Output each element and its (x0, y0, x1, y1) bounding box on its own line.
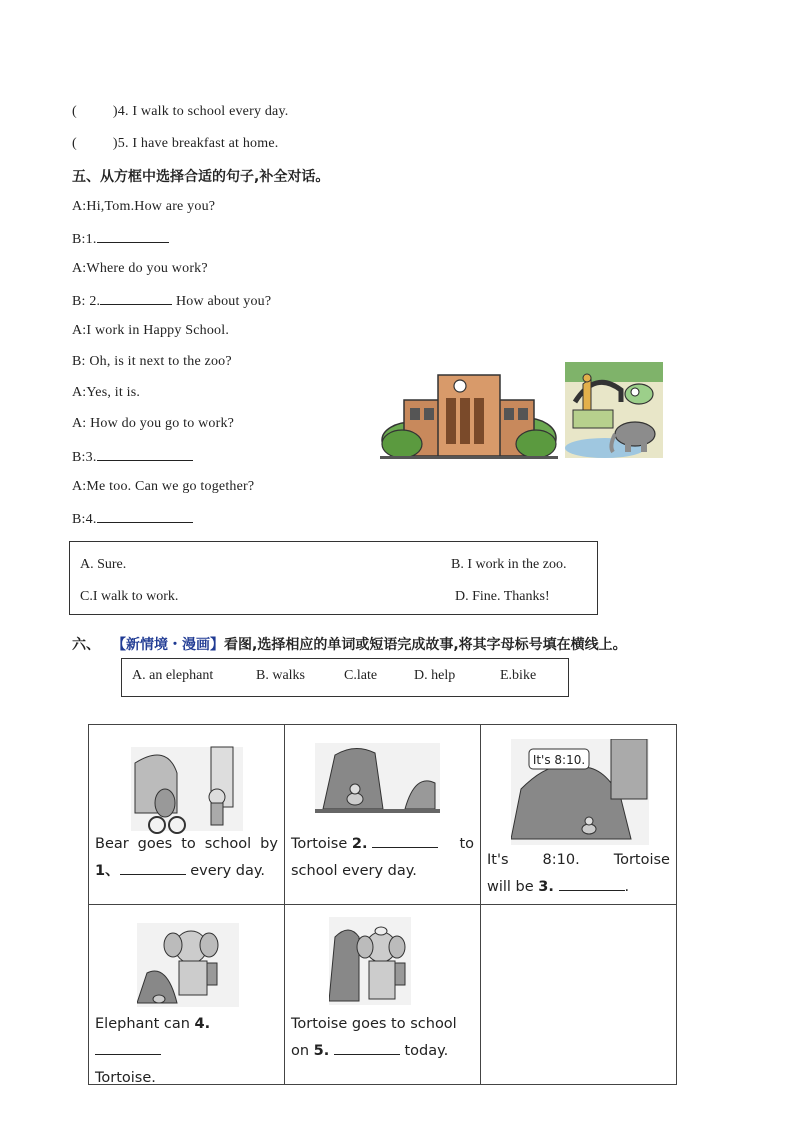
dialogue-line: A:Hi,Tom.How are you? (72, 199, 216, 214)
panel-5-caption: Tortoise goes to school on 5. today. (291, 1016, 457, 1059)
comic-blank-1[interactable] (120, 860, 186, 875)
word-option: D. help (414, 668, 456, 683)
tortoise-walking-picture (315, 743, 440, 813)
dialogue-line: A:Me too. Can we go together? (72, 479, 255, 494)
dialogue-line: A: How do you go to work? (72, 416, 235, 431)
comic-panel-empty (481, 905, 677, 1085)
dialogue-line: A:Where do you work? (72, 261, 208, 276)
dialogue-line: B:1. (72, 230, 169, 248)
comic-panel-5 (285, 905, 481, 1085)
comic-panel-1 (89, 725, 285, 905)
panel-2-caption: Tortoise 2. to school every day. (291, 831, 474, 885)
bear-on-bike-picture (127, 743, 247, 835)
comic-panel-4 (89, 905, 285, 1085)
dialogue-line: B: Oh, is it next to the zoo? (72, 354, 232, 369)
comic-blank-5[interactable] (334, 1040, 400, 1055)
comic-blank-3[interactable] (559, 876, 625, 891)
section-5-title: 五、从方框中选择合适的句子,补全对话。 (72, 169, 330, 185)
comic-blank-4[interactable] (95, 1040, 161, 1055)
question-4: ( )4. I walk to school every day. (72, 104, 289, 119)
word-option: E.bike (500, 668, 537, 683)
option-d: D. Fine. Thanks! (455, 589, 550, 604)
option-a: A. Sure. (80, 557, 127, 572)
panel-1-caption: Bear goes to school by 1、 every day. (95, 836, 278, 879)
dialogue-line: B:4. (72, 510, 193, 528)
panel-4-caption: Elephant can 4. Tortoise. (95, 1016, 211, 1086)
elephant-helps-tortoise-picture (137, 923, 239, 1007)
comic-panel-3 (481, 725, 677, 905)
option-b: B. I work in the zoo. (451, 557, 567, 572)
dialogue-line: B:3. (72, 448, 193, 466)
section-tag: 【新情境・漫画】 (112, 637, 224, 653)
answer-blank-2[interactable] (100, 292, 172, 305)
dialogue-line: A:Yes, it is. (72, 385, 141, 400)
question-5: ( )5. I have breakfast at home. (72, 136, 279, 151)
comic-blank-2[interactable] (372, 833, 438, 848)
answer-blank-1[interactable] (97, 230, 169, 243)
dialogue-line: B: 2. How about you? (72, 294, 272, 309)
comic-grid (88, 724, 677, 1085)
word-option: B. walks (256, 668, 305, 683)
comic-panel-2 (285, 725, 481, 905)
zoo-illustration (565, 362, 663, 458)
school-building-illustration (380, 372, 558, 460)
tortoise-on-elephant-picture (329, 917, 411, 1005)
options-box (69, 541, 598, 615)
option-c: C.I walk to work. (80, 589, 179, 604)
word-option: A. an elephant (132, 668, 214, 683)
answer-blank-4[interactable] (97, 510, 193, 523)
answer-blank-3[interactable] (97, 448, 193, 461)
bubble-text: It's 8:10. (532, 753, 586, 767)
tortoise-late-picture (511, 739, 649, 845)
section-6-title: 六、 【新情境・漫画】看图,选择相应的单词或短语完成故事,将其字母标号填在横线上。 (72, 637, 627, 653)
panel-3-caption: It's 8:10. Tortoise will be 3. . (487, 852, 670, 895)
word-options-box (121, 658, 569, 697)
word-option: C.late (344, 668, 378, 683)
dialogue-line: A:I work in Happy School. (72, 323, 230, 338)
